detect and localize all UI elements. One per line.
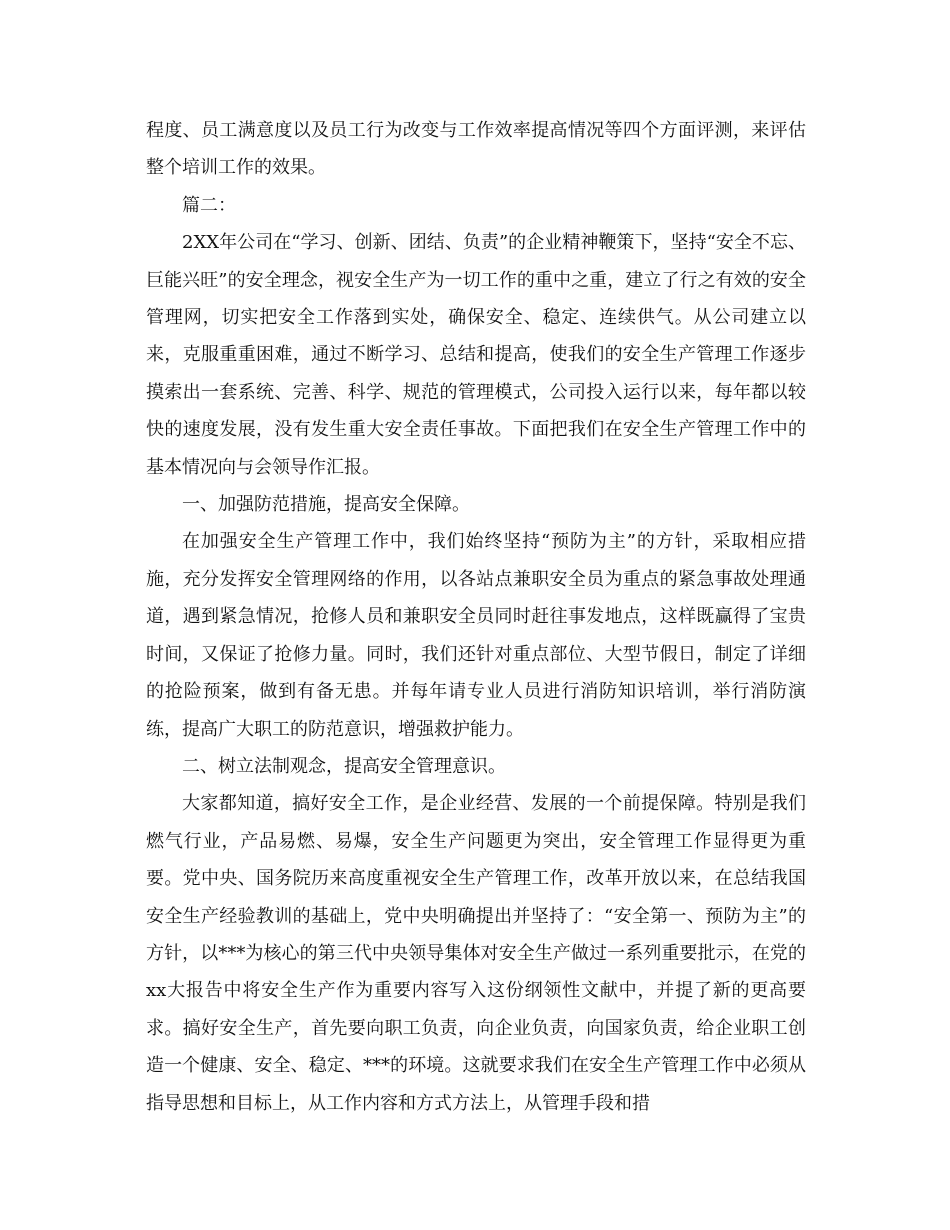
- section-heading-two: 二、树立法制观念，提高安全管理意识。: [182, 755, 506, 777]
- paragraph-continuation: 程度、员工满意度以及员工行为改变与工作效率提高情况等四个方面评测，来评估整个培训工作的效果。: [146, 120, 806, 179]
- section-heading-one: 一、加强防范措施，提高安全保障。: [182, 494, 470, 516]
- document-body: [146, 112, 806, 1122]
- section-heading-part-two: 篇二：: [182, 194, 236, 216]
- paragraph-intro: 2XX年公司在“学习、创新、团结、负责”的企业精神鞭策下，坚持“安全不忘、巨能兴旺”的安全理念，视安全生产为一切工作的重中之重，建立了行之有效的安全管理网，切实把安全工作落到实处，确保安全、稳定、连续供气。从公司建立以来，克服重重困难，通过不断学习、总结和提高，使我们的安全生产管理工作逐步摸索出一套系统、完善、科学、规范的管理模式，公司投入运行以来，每年都以较快的速度发展，没有发生重大安全责任事故。下面把我们在安全生产管理工作中的基本情况向与会领导作汇报。: [146, 232, 806, 478]
- paragraph-legal-awareness: 大家都知道，搞好安全工作，是企业经营、发展的一个前提保障。特别是我们燃气行业，产品易燃、易爆，安全生产问题更为突出，安全管理工作显得更为重要。党中央、国务院历来高度重视安全生产管理工作，改革开放以来，在总结我国安全生产经验教训的基础上，党中央明确提出并坚持了：“安全第一、预防为主”的方针，以***为核心的第三代中央领导集体对安全生产做过一系列重要批示，在党的xx大报告中将安全生产作为重要内容写入这份纲领性文献中，并提了新的更高要求。搞好安全生产，首先要向职工负责，向企业负责，向国家负责，给企业职工创造一个健康、安全、稳定、***的环境。这就要求我们在安全生产管理工作中必须从指导思想和目标上，从工作内容和方式方法上，从管理手段和措: [146, 793, 806, 1114]
- paragraph-prevention: 在加强安全生产管理工作中，我们始终坚持“预防为主”的方针，采取相应措施，充分发挥安全管理网络的作用，以各站点兼职安全员为重点的紧急事故处理通道，遇到紧急情况，抢修人员和兼职安全员同时赶往事发地点，这样既赢得了宝贵时间，又保证了抢修力量。同时，我们还针对重点部位、大型节假日，制定了详细的抢险预案，做到有备无患。并每年请专业人员进行消防知识培训，举行消防演练，提高广大职工的防范意识，增强救护能力。: [146, 531, 806, 740]
